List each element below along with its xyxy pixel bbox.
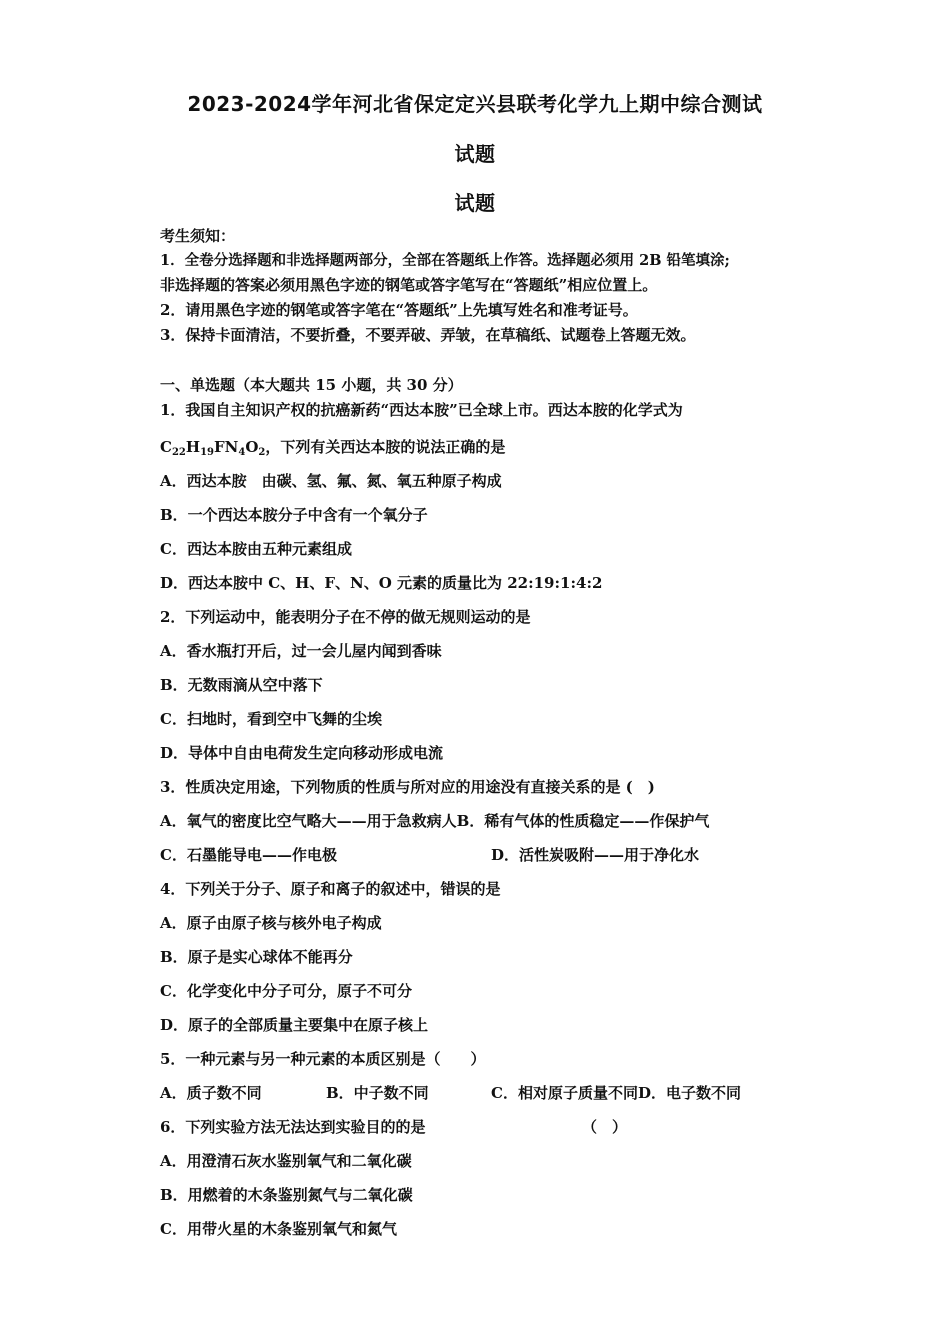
question-5-stem: 5．一种元素与另一种元素的本质区别是（ ） [160,1050,486,1068]
formula-n-sub: 4 [238,447,246,458]
formula-c: C [160,438,172,456]
question-3-option-c: C．石墨能导电——作电极 [160,846,337,864]
question-3-options-a-b: A．氧气的密度比空气略大——用于急救病人B．稀有气体的性质稳定——作保护气 [160,812,710,830]
question-1-option-c: C．西达本胺由五种元素组成 [160,540,352,558]
question-4-option-c: C．化学变化中分子可分，原子不可分 [160,982,412,1000]
question-5-option-b: B．中子数不同 [326,1084,429,1102]
question-4-stem: 4．下列关于分子、原子和离子的叙述中，错误的是 [160,880,501,898]
notice-item-2: 2．请用黑色字迹的钢笔或答字笔在“答题纸”上先填写姓名和准考证号。 [160,301,638,319]
question-3-stem: 3．性质决定用途，下列物质的性质与所对应的用途没有直接关系的是 ( ) [160,778,655,796]
question-1-stem-tail: ，下列有关西达本胺的说法正确的是 [265,438,506,456]
question-5-options-c-d: C．相对原子质量不同D．电子数不同 [491,1084,741,1102]
exam-title-line-1: 2023-2024学年河北省保定定兴县联考化学九上期中综合测试 [187,92,763,116]
question-2-option-a: A．香水瓶打开后，过一会儿屋内闻到香味 [160,642,442,660]
question-6-option-b: B．用燃着的木条鉴别氮气与二氧化碳 [160,1186,413,1204]
formula-o: O [245,438,259,456]
question-1-option-a: A．西达本胺 由碳、氢、氟、氮、氧五种原子构成 [160,472,502,490]
exam-title-line-3: 试题 [454,191,496,215]
question-1-stem: 1．我国自主知识产权的抗癌新药“西达本胺”已全球上市。西达本胺的化学式为 [160,401,683,419]
question-2-option-b: B．无数雨滴从空中落下 [160,676,323,694]
question-2-stem: 2．下列运动中，能表明分子在不停的做无规则运动的是 [160,608,531,626]
notice-item-3: 3．保持卡面清洁，不要折叠，不要弄破、弄皱，在草稿纸、试题卷上答题无效。 [160,326,696,344]
section-heading: 一、单选题（本大题共 15 小题，共 30 分） [160,376,463,394]
formula-o-sub: 2 [258,447,266,458]
notice-item-1-cont: 非选择题的答案必须用黑色字迹的钢笔或答字笔写在“答题纸”相应位置上。 [160,276,658,294]
question-1-stem-formula [160,437,505,457]
question-4-option-d: D．原子的全部质量主要集中在原子核上 [160,1016,429,1034]
exam-title-line-2: 试题 [454,142,496,166]
notice-item-1: 1．全卷分选择题和非选择题两部分，全部在答题纸上作答。选择题必须用 2B 铅笔填涂; [160,252,730,269]
question-4-option-b: B．原子是实心球体不能再分 [160,948,353,966]
question-6-stem: 6．下列实验方法无法达到实验目的的是 [160,1118,426,1136]
question-2-option-c: C．扫地时，看到空中飞舞的尘埃 [160,710,382,728]
question-6-answer-paren: （ ） [582,1118,628,1136]
question-3-option-d: D．活性炭吸附——用于净化水 [491,846,700,864]
question-2-option-d: D．导体中自由电荷发生定向移动形成电流 [160,744,444,762]
question-4-option-a: A．原子由原子核与核外电子构成 [160,914,382,932]
question-1-option-d: D．西达本胺中 C、H、F、N、O 元素的质量比为 22:19:1:4:2 [160,574,603,592]
formula-c-sub: 22 [171,447,186,458]
notice-heading: 考生须知： [160,227,236,245]
question-6-option-a: A．用澄清石灰水鉴别氧气和二氧化碳 [160,1152,412,1170]
formula-h: H [185,438,201,456]
formula-h-sub: 19 [200,447,214,458]
question-5-option-a: A．质子数不同 [160,1084,262,1102]
formula-fn: FN [213,438,239,456]
question-6-option-c: C．用带火星的木条鉴别氧气和氮气 [160,1220,397,1238]
question-1-option-b: B．一个西达本胺分子中含有一个氧分子 [160,506,428,524]
